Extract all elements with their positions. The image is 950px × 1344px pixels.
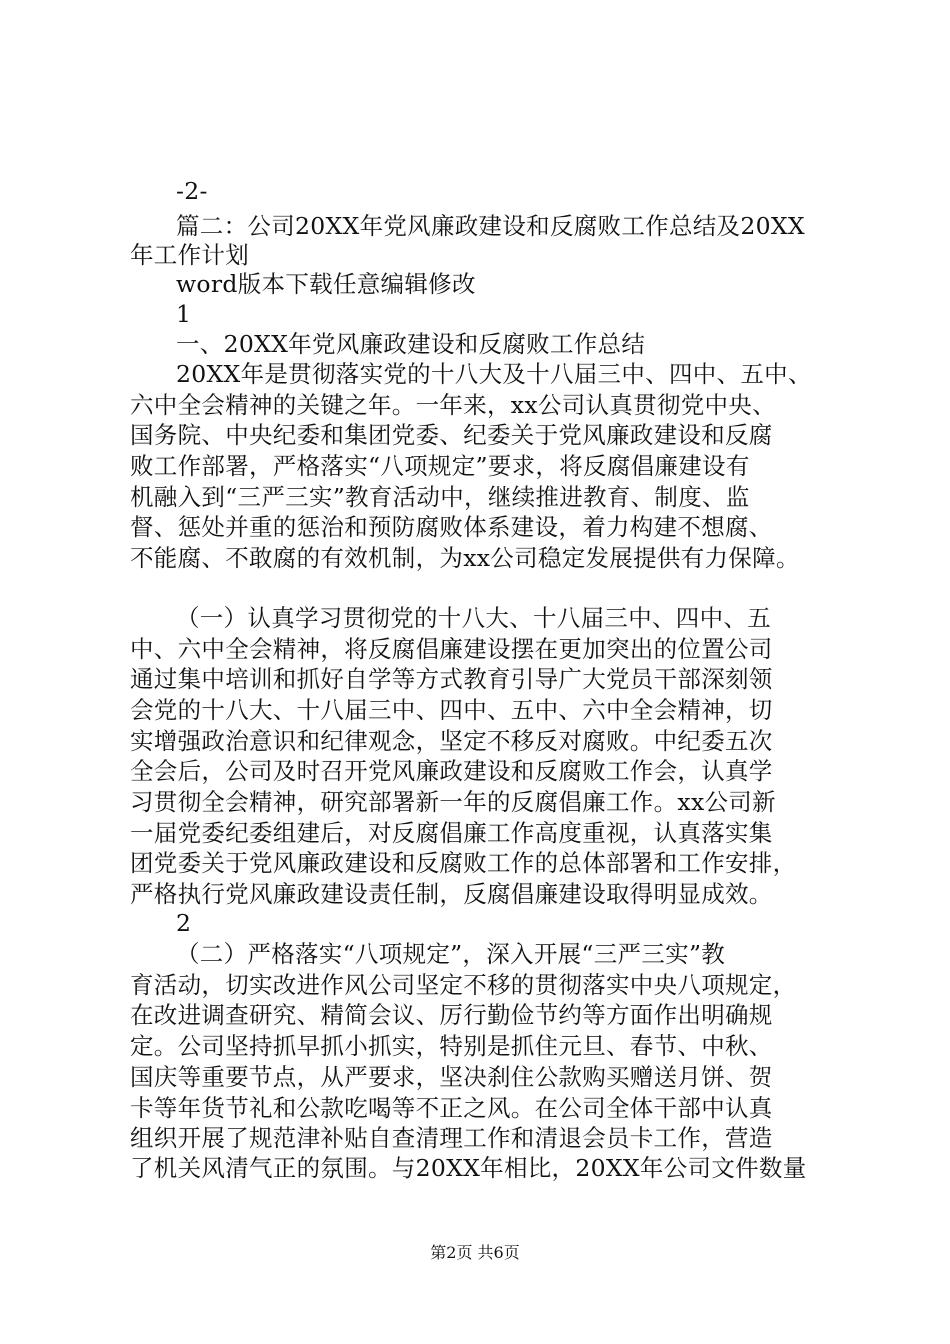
paragraph-line: 育活动，切实改进作风公司坚定不移的贯彻落实中央八项规定，: [130, 971, 797, 999]
paragraph-line: 全会后，公司及时召开党风廉政建设和反腐败工作会，认真学: [130, 757, 773, 785]
paragraph-line: 国庆等重要节点，从严要求，坚决刹住公款购买赠送月饼、贺: [130, 1063, 773, 1091]
paragraph-line: 败工作部署，严格落实“八项规定”要求，将反腐倡廉建设有: [130, 452, 750, 480]
paragraph-line: （二）严格落实“八项规定”，深入开展“三严三实”教: [176, 940, 726, 968]
paragraph-line: 国务院、中央纪委和集团党委、纪委关于党风廉政建设和反腐: [130, 421, 773, 449]
paragraph-line: 会党的十八大、十八届三中、四中、五中、六中全会精神，切: [130, 696, 773, 724]
page-marker: -2-: [176, 177, 208, 205]
paragraph-line: （一）认真学习贯彻党的十八大、十八届三中、四中、五: [176, 604, 771, 632]
paragraph-line: 通过集中培训和抓好自学等方式教育引导广大党员干部深刻领: [130, 665, 773, 693]
paragraph-line: 督、惩处并重的惩治和预防腐败体系建设，着力构建不想腐、: [130, 513, 773, 541]
paragraph-line: 在改进调查研究、精简会议、厉行勤俭节约等方面作出明确规: [130, 1001, 773, 1029]
heading-summary: 一、20XX年党风廉政建设和反腐败工作总结: [176, 330, 646, 358]
paragraph-line: 中、六中全会精神，将反腐倡廉建设摆在更加突出的位置公司: [130, 635, 773, 663]
paragraph-line: 定。公司坚持抓早抓小抓实，特别是抓住元旦、春节、中秋、: [130, 1032, 773, 1060]
page-number-inline: 2: [176, 909, 192, 937]
paragraph-line: 了机关风清气正的氛围。与20XX年相比，20XX年公司文件数量: [130, 1154, 807, 1182]
paragraph-line: 团党委关于党风廉政建设和反腐败工作的总体部署和工作安排，: [130, 849, 797, 877]
paragraph-line: 一届党委纪委组建后，对反腐倡廉工作高度重视，认真落实集: [130, 819, 773, 847]
paragraph-line: 组织开展了规范津补贴自查清理工作和清退会员卡工作，营造: [130, 1124, 773, 1152]
section-title-line-2: 年工作计划: [130, 241, 249, 269]
paragraph-line: 卡等年货节礼和公款吃喝等不正之风。在公司全体干部中认真: [130, 1094, 773, 1122]
paragraph-line: 习贯彻全会精神，研究部署新一年的反腐倡廉工作。xx公司新: [130, 788, 776, 816]
section-title-line-1: 篇二：公司20XX年党风廉政建设和反腐败工作总结及20XX: [176, 212, 805, 240]
editing-note: word版本下载任意编辑修改: [176, 270, 476, 298]
paragraph-line: 严格执行党风廉政建设责任制，反腐倡廉建设取得明显成效。: [130, 880, 773, 908]
paragraph-line: 不能腐、不敢腐的有效机制，为xx公司稳定发展提供有力保障。: [130, 544, 800, 572]
page-footer: 第2页 共6页: [430, 1243, 520, 1262]
paragraph-line: 六中全会精神的关键之年。一年来，xx公司认真贯彻党中央、: [130, 391, 776, 419]
paragraph-line: 实增强政治意识和纪律观念，坚定不移反对腐败。中纪委五次: [130, 727, 773, 755]
paragraph-line: 机融入到“三严三实”教育活动中，继续推进教育、制度、监: [130, 483, 750, 511]
paragraph-line: 20XX年是贯彻落实党的十八大及十八届三中、四中、五中、: [176, 360, 812, 388]
page-number-inline: 1: [176, 300, 192, 328]
